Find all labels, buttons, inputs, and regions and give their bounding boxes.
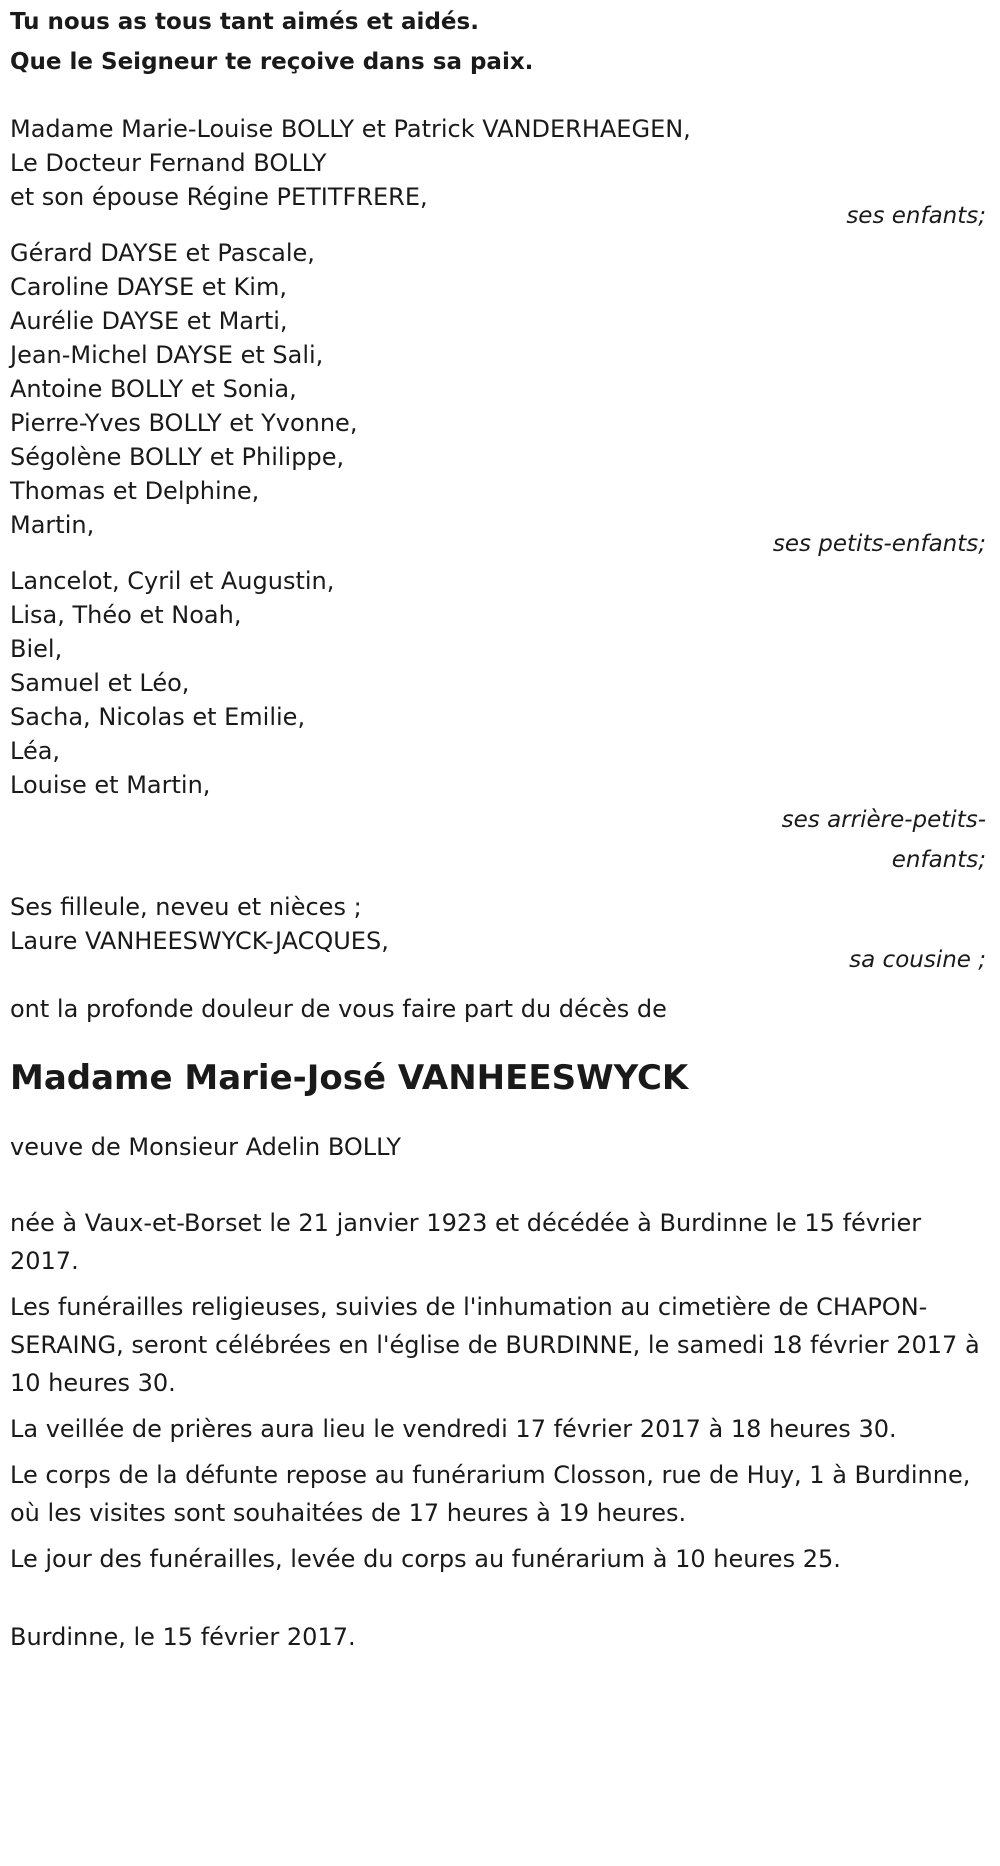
birth-death-details: née à Vaux-et-Borset le 21 janvier 1923 et décédée à Burdinne le 15 février 2017. [10, 1209, 922, 1275]
rest-details: Le corps de la défunte repose au funérarium Closson, rue de Huy, 1 à Burdinne, où les visites sont souhaitées de 17 heures à 19 heures. [10, 1461, 971, 1527]
family-member: Madame Marie-Louise BOLLY et Patrick VANDERHAEGEN, [10, 115, 691, 143]
motto-line-1: Tu nous as tous tant aimés et aidés. [10, 9, 479, 35]
family-group-cousin [10, 890, 986, 976]
family-member: Lancelot, Cyril et Augustin, [10, 567, 335, 595]
family-member: Antoine BOLLY et Sonia, [10, 375, 297, 403]
family-member: Jean-Michel DAYSE et Sali, [10, 341, 324, 369]
family-member: Martin, [10, 511, 95, 539]
family-member: Louise et Martin, [10, 771, 211, 799]
family-member: Thomas et Delphine, [10, 477, 260, 505]
family-member: Le Docteur Fernand BOLLY [10, 149, 327, 177]
family-role: ses petits-enfants; [772, 531, 986, 557]
family-group-great-grandchildren [10, 564, 986, 880]
family-member: Ségolène BOLLY et Philippe, [10, 443, 345, 471]
family-member: Biel, [10, 635, 63, 663]
obituary-column [10, 2, 986, 1656]
family-member: Ses filleule, neveu et nièces ; [10, 893, 362, 921]
family-member: Aurélie DAYSE et Marti, [10, 307, 288, 335]
obituary-page [0, 2, 1000, 1866]
family-member: Sacha, Nicolas et Emilie, [10, 703, 306, 731]
departure-details: Le jour des funérailles, levée du corps au funérarium à 10 heures 25. [10, 1545, 841, 1573]
family-role: ses enfants; [846, 203, 986, 229]
deceased-name: Madame Marie-José VANHEESWYCK [10, 1058, 689, 1098]
family-role: sa cousine ; [849, 947, 986, 973]
family-member: Pierre-Yves BOLLY et Yvonne, [10, 409, 358, 437]
family-member: Léa, [10, 737, 61, 765]
motto [10, 2, 986, 82]
vigil-details: La veillée de prières aura lieu le vendredi 17 février 2017 à 18 heures 30. [10, 1415, 897, 1443]
family-member: et son épouse Régine PETITFRERE, [10, 183, 428, 211]
family-role: ses arrière-petits-enfants; [781, 807, 986, 873]
family-member: Laure VANHEESWYCK-JACQUES, [10, 927, 389, 955]
family-group-grandchildren [10, 236, 986, 560]
announcement: ont la profonde douleur de vous faire part du décès de [10, 995, 667, 1023]
motto-line-2: Que le Seigneur te reçoive dans sa paix. [10, 49, 534, 75]
funeral-details: Les funérailles religieuses, suivies de l'inhumation au cimetière de CHAPON-SERAING, seront célébrées en l'église de BURDINNE, le samedi 18 février 2017 à 10 heures 30. [10, 1293, 980, 1397]
family-group-children [10, 112, 986, 232]
family-member: Samuel et Léo, [10, 669, 190, 697]
family-member: Caroline DAYSE et Kim, [10, 273, 287, 301]
widow-of: veuve de Monsieur Adelin BOLLY [10, 1133, 401, 1161]
closing-place-date: Burdinne, le 15 février 2017. [10, 1623, 356, 1651]
family-member: Lisa, Théo et Noah, [10, 601, 242, 629]
family-member: Gérard DAYSE et Pascale, [10, 239, 315, 267]
